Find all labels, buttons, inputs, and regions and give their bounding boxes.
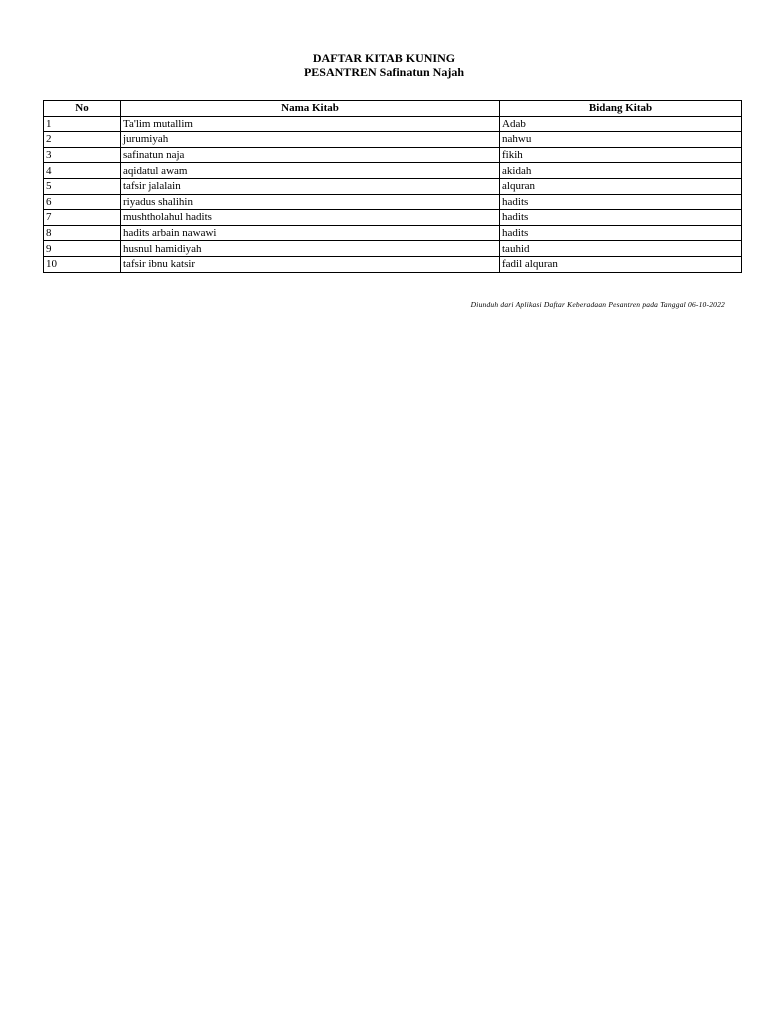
column-header-bidang-kitab: Bidang Kitab (500, 101, 742, 117)
table-row (44, 241, 742, 257)
cell-bidang-kitab: fikih (500, 147, 742, 163)
cell-bidang-kitab: hadits (500, 194, 742, 210)
cell-nama-kitab: tafsir jalalain (121, 178, 500, 194)
download-note: Diunduh dari Aplikasi Daftar Keberadaan Pesantren pada Tanggal 06-10-2022 (470, 300, 725, 309)
cell-no: 5 (44, 178, 121, 194)
cell-no: 7 (44, 210, 121, 226)
cell-bidang-kitab: hadits (500, 210, 742, 226)
cell-no: 4 (44, 163, 121, 179)
cell-bidang-kitab: alquran (500, 178, 742, 194)
cell-no: 3 (44, 147, 121, 163)
cell-no: 1 (44, 116, 121, 132)
table-row (44, 178, 742, 194)
table-row (44, 132, 742, 148)
cell-bidang-kitab: Adab (500, 116, 742, 132)
table-row (44, 194, 742, 210)
cell-nama-kitab: safinatun naja (121, 147, 500, 163)
table-row (44, 116, 742, 132)
cell-bidang-kitab: nahwu (500, 132, 742, 148)
cell-bidang-kitab: fadil alquran (500, 256, 742, 272)
cell-nama-kitab: jurumiyah (121, 132, 500, 148)
cell-bidang-kitab: tauhid (500, 241, 742, 257)
table-row (44, 225, 742, 241)
cell-no: 2 (44, 132, 121, 148)
cell-nama-kitab: aqidatul awam (121, 163, 500, 179)
cell-no: 10 (44, 256, 121, 272)
cell-nama-kitab: mushtholahul hadits (121, 210, 500, 226)
cell-nama-kitab: hadits arbain nawawi (121, 225, 500, 241)
table-row (44, 210, 742, 226)
table-row (44, 147, 742, 163)
kitab-table (43, 100, 742, 273)
cell-nama-kitab: Ta'lim mutallim (121, 116, 500, 132)
column-header-nama-kitab: Nama Kitab (121, 101, 500, 117)
document-header (0, 51, 768, 79)
cell-nama-kitab: riyadus shalihin (121, 194, 500, 210)
cell-no: 8 (44, 225, 121, 241)
column-header-no: No (44, 101, 121, 117)
cell-no: 6 (44, 194, 121, 210)
document-title: DAFTAR KITAB KUNING (312, 51, 456, 65)
table-row (44, 256, 742, 272)
cell-bidang-kitab: akidah (500, 163, 742, 179)
cell-nama-kitab: tafsir ibnu katsir (121, 256, 500, 272)
document-subtitle: PESANTREN Safinatun Najah (303, 65, 465, 79)
table-row (44, 163, 742, 179)
cell-bidang-kitab: hadits (500, 225, 742, 241)
cell-nama-kitab: husnul hamidiyah (121, 241, 500, 257)
table-header-row (44, 101, 742, 117)
cell-no: 9 (44, 241, 121, 257)
